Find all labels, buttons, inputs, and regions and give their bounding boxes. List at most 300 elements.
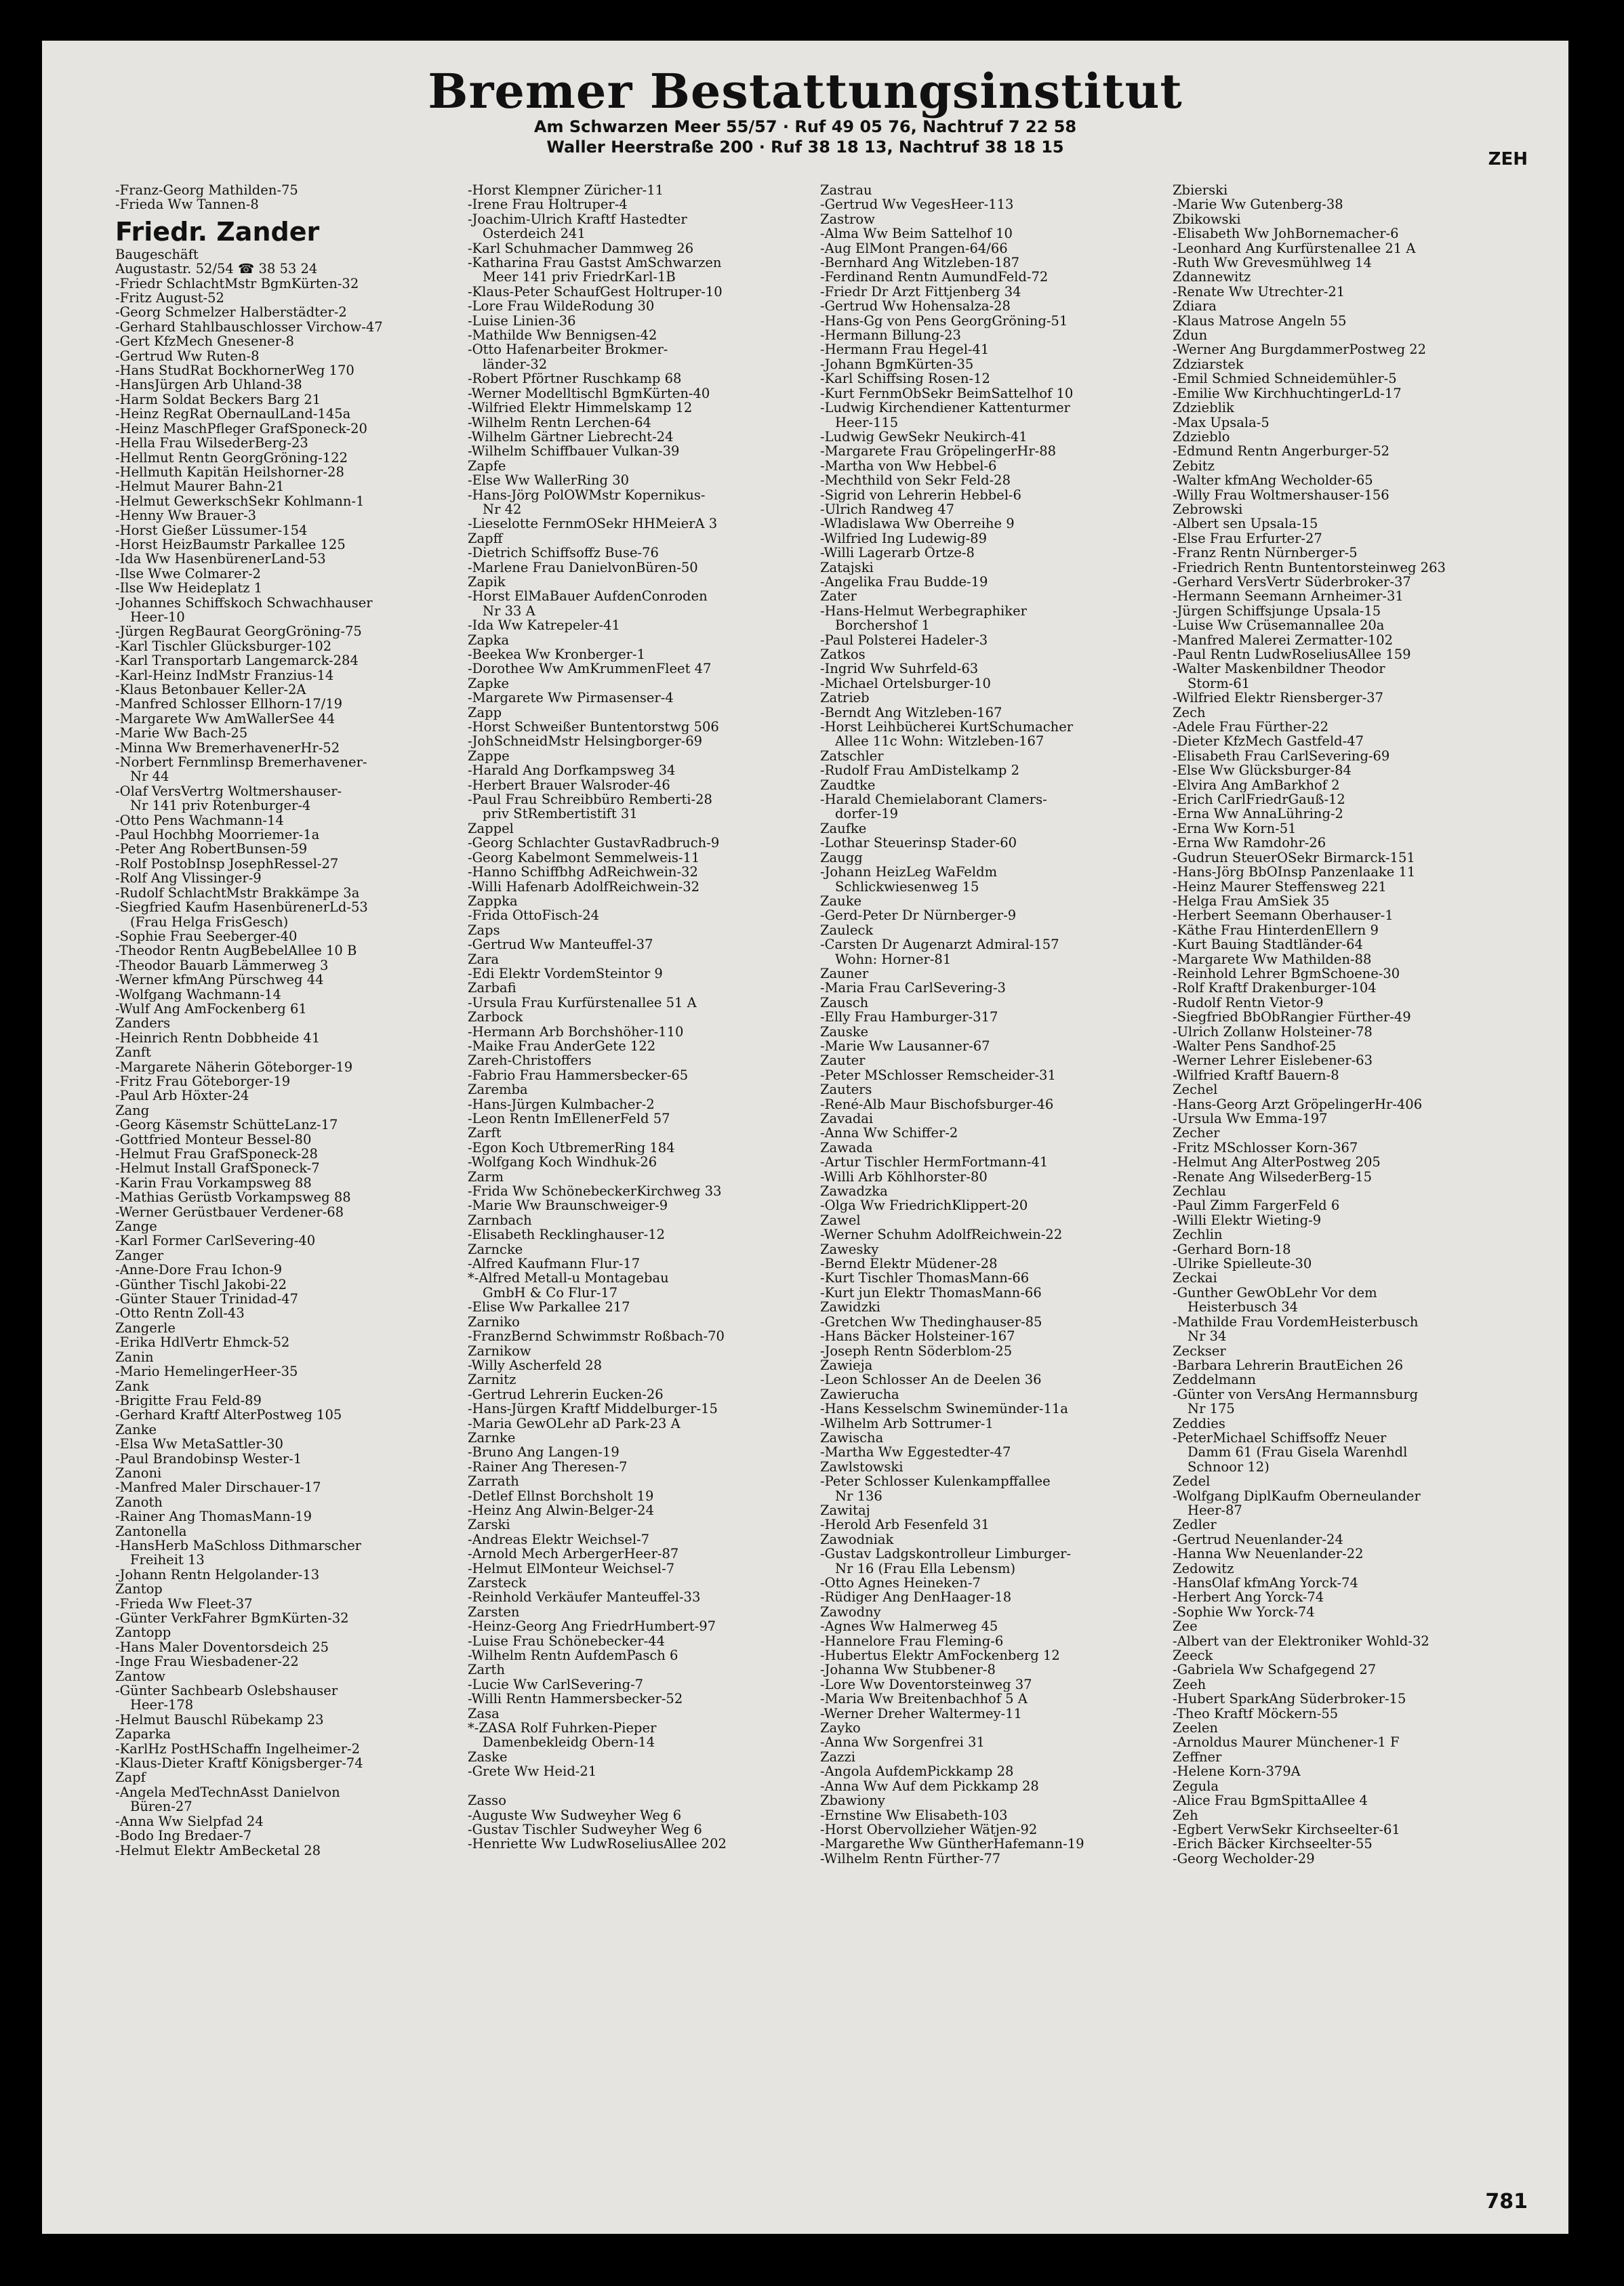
directory-entry: Schlickwiesenweg 15 — [835, 879, 979, 894]
directory-entry: -René-Alb Maur Bischofsburger-46 — [820, 1097, 1054, 1111]
directory-page — [42, 41, 1568, 2234]
directory-entry: Zedler — [1173, 1517, 1217, 1532]
directory-entry: -Lore Frau WildeRodung 30 — [468, 299, 655, 314]
directory-entry: -Elisabeth Recklinghauser-12 — [468, 1227, 666, 1242]
directory-entry: -Brigitte Frau Feld-89 — [115, 1393, 262, 1408]
directory-entry: -Karl Schiffsing Rosen-12 — [820, 371, 990, 386]
directory-entry: Zanger — [115, 1248, 164, 1263]
directory-entry: Zdun — [1173, 328, 1208, 343]
directory-entry: -Marie Ww Gutenberg-38 — [1173, 197, 1343, 212]
directory-column-2 — [468, 183, 773, 1852]
directory-entry: -JohSchneidMstr Helsingborger-69 — [468, 734, 703, 749]
directory-entry: -Hans-Helmut Werbegraphiker — [820, 603, 1027, 619]
directory-entry: -Gerhard Stahlbauschlosser Virchow-47 — [115, 319, 383, 335]
directory-entry: -Wolfgang DiplKaufm Oberneulander — [1173, 1488, 1421, 1503]
directory-entry: -Irene Frau Holtruper-4 — [468, 197, 628, 212]
directory-entry: Zawodny — [820, 1604, 881, 1620]
directory-entry: -Heinz-Georg Ang FriedrHumbert-97 — [468, 1619, 716, 1634]
directory-entry: -Marie Ww Bach-25 — [115, 726, 248, 741]
directory-entry: -Marie Ww Braunschweiger-9 — [468, 1198, 668, 1213]
directory-entry: -Artur Tischler HermFortmann-41 — [820, 1155, 1049, 1170]
directory-entry: -Maria GewOLehr aD Park-23 A — [468, 1416, 681, 1431]
directory-entry: -Willi Arb Köhlhorster-80 — [820, 1169, 988, 1185]
directory-entry: -Hermann Frau Hegel-41 — [820, 342, 990, 357]
directory-entry: Storm-61 — [1187, 676, 1251, 691]
directory-entry: Zauter — [820, 1053, 866, 1068]
directory-entry: Wohn: Horner-81 — [835, 952, 952, 966]
directory-entry: -Fabrio Frau Hammersbecker-65 — [468, 1067, 689, 1083]
directory-entry: -Rolf Ang Vlissinger-9 — [115, 871, 262, 886]
directory-entry: Zater — [820, 589, 857, 604]
directory-entry: Zawidzki — [820, 1300, 880, 1315]
directory-entry: Zasso — [468, 1793, 506, 1808]
directory-entry: Zatschler — [820, 748, 884, 764]
directory-entry: Zanin — [115, 1349, 154, 1365]
directory-entry: Damm 61 (Frau Gisela Warenhdl — [1187, 1445, 1408, 1460]
directory-entry: -Erna Ww Korn-51 — [1173, 821, 1297, 836]
directory-entry: Nr 16 (Frau Ella Lebensm) — [835, 1561, 1016, 1576]
directory-entry: Zanft — [115, 1045, 151, 1060]
directory-entry: -Emil Schmied Schneidemühler-5 — [1173, 371, 1397, 386]
directory-entry: Zaugg — [820, 850, 863, 865]
directory-entry: -Herbert Brauer Walsroder-46 — [468, 777, 670, 793]
directory-entry: Zawischa — [820, 1430, 884, 1446]
directory-entry: Zatajski — [820, 560, 874, 575]
directory-entry: Allee 11c Wohn: Witzleben-167 — [835, 734, 1044, 749]
directory-entry: -Gerd-Peter Dr Nürnberger-9 — [820, 908, 1017, 923]
directory-entry: -Andreas Elektr Weichsel-7 — [468, 1532, 650, 1547]
directory-entry: -Hans-Georg Arzt GröpelingerHr-406 — [1173, 1097, 1423, 1111]
directory-entry: -Gudrun SteuerOSekr Birmarck-151 — [1173, 850, 1415, 865]
directory-entry: -Fritz Frau Göteborger-19 — [115, 1074, 291, 1089]
directory-entry: -Karin Frau Vorkampsweg 88 — [115, 1175, 312, 1191]
directory-entry: Zausch — [820, 995, 869, 1011]
directory-entry: -Wilhelm Rentn AufdemPasch 6 — [468, 1648, 678, 1663]
directory-entry: -Olga Ww FriedrichKlippert-20 — [820, 1198, 1028, 1213]
directory-entry: Zeckai — [1173, 1271, 1217, 1286]
directory-entry: -Reinhold Lehrer BgmSchoene-30 — [1173, 966, 1400, 981]
directory-column-1 — [115, 183, 420, 1858]
directory-entry: Zawadzka — [820, 1184, 888, 1199]
directory-entry: -Else Ww WallerRing 30 — [468, 473, 630, 488]
directory-entry: -Wilfried Kraftf Bauern-8 — [1173, 1067, 1339, 1083]
directory-entry: -Lucie Ww CarlSevering-7 — [468, 1677, 644, 1692]
directory-entry: Zawada — [820, 1140, 873, 1156]
directory-entry: -Agnes Ww Halmerweg 45 — [820, 1619, 998, 1634]
directory-entry: Nr 44 — [130, 769, 169, 784]
directory-entry: -Lothar Steuerinsp Stader-60 — [820, 836, 1017, 851]
directory-entry: -Otto Rentn Zoll-43 — [115, 1306, 245, 1321]
directory-entry: -Leonhard Ang Kurfürstenallee 21 A — [1173, 241, 1416, 256]
directory-entry: -Hermann Seemann Arnheimer-31 — [1173, 589, 1404, 604]
directory-entry: -Heinz Ang Alwin-Belger-24 — [468, 1503, 654, 1518]
directory-entry: -Joachim-Ulrich Kraftf Hastedter — [468, 211, 687, 227]
directory-entry: -Helmut GewerkschSekr Kohlmann-1 — [115, 493, 365, 509]
directory-entry: Zechlau — [1173, 1184, 1226, 1199]
directory-entry: -Manfred Maler Dirschauer-17 — [115, 1480, 321, 1495]
directory-entry: -Elise Ww Parkallee 217 — [468, 1300, 630, 1315]
directory-entry: -Kurt Tischler ThomasMann-66 — [820, 1271, 1030, 1286]
directory-entry: Borchershof 1 — [835, 618, 930, 633]
directory-entry: -Ursula Ww Emma-197 — [1173, 1111, 1328, 1126]
directory-entry: -Bodo Ing Bredaer-7 — [115, 1829, 252, 1843]
directory-entry: Zarnke — [468, 1430, 516, 1446]
header-address-line-1: Am Schwarzen Meer 55/57 · Ruf 49 05 76, Nachtruf 7 22 58 — [533, 117, 1077, 136]
directory-entry: GmbH & Co Flur-17 — [483, 1285, 618, 1301]
directory-entry: -Michael Ortelsburger-10 — [820, 676, 991, 691]
directory-entry: -Margarete Ww Pirmasenser-4 — [468, 691, 674, 706]
directory-entry: -Peter MSchlosser Remscheider-31 — [820, 1067, 1056, 1083]
directory-entry: Zechel — [1173, 1082, 1218, 1097]
directory-entry: Zastrow — [820, 211, 875, 227]
directory-entry: Friedr. Zander — [115, 216, 320, 247]
directory-entry: Zebitz — [1173, 458, 1215, 474]
directory-entry: Zarbock — [468, 1010, 523, 1025]
directory-entry: -Leon Rentn ImEllenerFeld 57 — [468, 1111, 670, 1126]
directory-entry: -Hans Kesselschm Swinemünder-11a — [820, 1402, 1068, 1416]
directory-entry: -Georg Kabelmont Semmelweis-11 — [468, 850, 700, 865]
directory-entry: -Horst Klempner Züricher-11 — [468, 183, 664, 198]
directory-entry: Zanke — [115, 1422, 157, 1437]
directory-entry: -Marlene Frau DanielvonBüren-50 — [468, 560, 698, 575]
directory-entry: -Harm Soldat Beckers Barg 21 — [115, 392, 321, 407]
directory-entry: Schnoor 12) — [1187, 1459, 1270, 1475]
directory-entry: Zapf — [115, 1770, 146, 1785]
directory-entry: -Günter von VersAng Hermannsburg — [1173, 1387, 1419, 1402]
directory-entry: -Klaus Betonbauer Keller-2A — [115, 682, 306, 697]
directory-entry: -Heinz Maurer Steffensweg 221 — [1173, 879, 1387, 894]
directory-entry: -Ilse Wwe Colmarer-2 — [115, 566, 261, 581]
directory-entry: -Willi Hafenarb AdolfReichwein-32 — [468, 879, 700, 894]
directory-entry: Zazzi — [820, 1749, 855, 1765]
directory-entry: -Siegfried BbObRangier Fürther-49 — [1173, 1010, 1411, 1025]
directory-entry: -Otto Hafenarbeiter Brokmer- — [468, 342, 668, 357]
directory-entry: Zbierski — [1173, 183, 1228, 198]
directory-entry: -Willy Frau Woltmershauser-156 — [1173, 487, 1389, 502]
directory-entry: -Wilfried Elektr Riensberger-37 — [1173, 691, 1383, 706]
directory-entry: -Auguste Ww Sudweyher Weg 6 — [468, 1808, 682, 1822]
directory-entry: -HansJürgen Arb Uhland-38 — [115, 377, 302, 392]
directory-entry: -Gert KfzMech Gnesener-8 — [115, 334, 294, 349]
directory-entry: -Walter Pens Sandhof-25 — [1173, 1038, 1337, 1054]
directory-entry: -Hans-Jürgen Kulmbacher-2 — [468, 1097, 655, 1111]
directory-entry: Zeckser — [1173, 1343, 1226, 1358]
directory-entry: -Rolf PostobInsp JosephRessel-27 — [115, 856, 339, 872]
directory-entry: Baugeschäft — [115, 247, 199, 262]
directory-entry: -Maike Frau AnderGete 122 — [468, 1038, 656, 1054]
directory-entry: -Ida Ww HasenbürenerLand-53 — [115, 552, 326, 567]
directory-entry: -Walter kfmAng Wecholder-65 — [1173, 473, 1373, 488]
directory-entry: -Willi Rentn Hammersbecker-52 — [468, 1692, 683, 1707]
directory-entry: Nr 33 A — [483, 603, 535, 619]
directory-entry: -Erna Ww AnnaLühring-2 — [1173, 807, 1343, 821]
directory-entry: -Inge Frau Wiesbadener-22 — [115, 1654, 299, 1669]
directory-entry: Zecher — [1173, 1126, 1220, 1141]
directory-entry: -Lieselotte FernmOSekr HHMeierA 3 — [468, 516, 718, 531]
directory-entry: -Fritz August-52 — [115, 291, 224, 306]
directory-entry: -Anna Ww Sorgenfrei 31 — [820, 1735, 985, 1750]
directory-entry: -Mathias Gerüstb Vorkampsweg 88 — [115, 1190, 351, 1205]
directory-entry: -Carsten Dr Augenarzt Admiral-157 — [820, 937, 1059, 952]
directory-entry: -Herbert Ang Yorck-74 — [1173, 1590, 1324, 1605]
directory-entry: -Hermann Arb Borchshöher-110 — [468, 1024, 684, 1039]
directory-entry: -Hans StudRat BockhornerWeg 170 — [115, 363, 354, 378]
directory-entry: -Barbara Lehrerin BrautEichen 26 — [1173, 1358, 1404, 1373]
directory-entry: -Bernhard Ang Witzleben-187 — [820, 256, 1020, 270]
directory-entry: -Kurt Bauing Stadtländer-64 — [1173, 937, 1363, 952]
directory-entry: Zapp — [468, 705, 502, 720]
directory-entry: Zapik — [468, 574, 506, 590]
directory-entry: -Wolfgang Wachmann-14 — [115, 987, 281, 1002]
page-number: 781 — [1485, 2190, 1528, 2213]
directory-entry: Nr 175 — [1187, 1402, 1235, 1416]
directory-column-3 — [820, 183, 1125, 1866]
directory-entry: -Edmund Rentn Angerburger-52 — [1173, 444, 1390, 459]
directory-entry: -Horst Gießer Lüssumer-154 — [115, 523, 308, 537]
directory-entry: Zatkos — [820, 647, 866, 662]
directory-entry: Zdiara — [1173, 299, 1217, 314]
directory-entry: Zarm — [468, 1169, 504, 1185]
directory-entry: -Günter Stauer Trinidad-47 — [115, 1292, 298, 1307]
directory-entry: -Otto Pens Wachmann-14 — [115, 813, 284, 828]
directory-entry: Zapff — [468, 531, 503, 546]
directory-entry: -Paul Rentn LudwRoseliusAllee 159 — [1173, 647, 1411, 662]
directory-entry: -Franz Rentn Nürnberger-5 — [1173, 546, 1358, 560]
directory-entry: -Maria Ww Breitenbachhof 5 A — [820, 1692, 1028, 1707]
directory-entry: -Robert Pförtner Ruschkamp 68 — [468, 371, 682, 386]
directory-entry: -Helmut Frau GrafSponeck-28 — [115, 1147, 318, 1162]
directory-entry: Zantow — [115, 1669, 166, 1684]
directory-entry: -Aug ElMont Prangen-64/66 — [820, 241, 1008, 256]
directory-entry: -Käthe Frau HinterdenEllern 9 — [1173, 922, 1379, 938]
directory-entry: -Mathilde Frau VordemHeisterbusch — [1173, 1314, 1419, 1330]
directory-entry: Zarnikow — [468, 1343, 531, 1358]
directory-entry: Zaparka — [115, 1727, 171, 1742]
directory-entry: -Wilhelm Gärtner Liebrecht-24 — [468, 429, 674, 445]
directory-entry: -Georg Schmelzer Halberstädter-2 — [115, 305, 347, 320]
directory-entry: -Rainer Ang ThomasMann-19 — [115, 1509, 312, 1524]
directory-entry: -Herold Arb Fesenfeld 31 — [820, 1517, 990, 1532]
directory-entry: -Johann HeizLeg WaFeldm — [820, 865, 998, 880]
directory-entry: Zaufke — [820, 821, 867, 836]
directory-entry: -Angela MedTechnAsst Danielvon — [115, 1784, 340, 1800]
directory-entry: Zarft — [468, 1126, 502, 1141]
directory-entry: Zavadai — [820, 1111, 874, 1126]
directory-entry: -Theo Kraftf Möckern-55 — [1173, 1706, 1339, 1721]
directory-entry: -Bruno Ang Langen-19 — [468, 1445, 620, 1460]
directory-entry: Zauske — [820, 1024, 869, 1039]
directory-entry: -Olaf VersVertrg Woltmershauser- — [115, 783, 342, 799]
directory-entry: -Helene Korn-379A — [1173, 1764, 1301, 1779]
directory-entry: Zdzieblik — [1173, 401, 1234, 415]
directory-entry: -Werner Ang BurgdammerPostweg 22 — [1173, 342, 1427, 357]
directory-entry: -Rolf Kraftf Drakenburger-104 — [1173, 981, 1377, 996]
directory-entry: Zarsteck — [468, 1576, 527, 1591]
directory-entry: -Hannelore Frau Fleming-6 — [820, 1633, 1004, 1649]
directory-entry: -Helmut Install GrafSponeck-7 — [115, 1161, 320, 1176]
directory-entry: -Klaus-Dieter Kraftf Königsberger-74 — [115, 1756, 363, 1771]
directory-entry: Zanoth — [115, 1494, 163, 1510]
directory-entry: -Bernd Elektr Müdener-28 — [820, 1257, 998, 1271]
directory-entry: -Karl Transportarb Langemarck-284 — [115, 653, 359, 668]
directory-entry: -Gertrud Ww Manteuffel-37 — [468, 937, 653, 952]
directory-entry: -Luise Frau Schönebecker-44 — [468, 1633, 666, 1649]
directory-entry: -Wolfgang Koch Windhuk-26 — [468, 1155, 657, 1170]
directory-entry: Zeeck — [1173, 1648, 1213, 1663]
directory-entry: -Peter Schlosser Kulenkampffallee — [820, 1474, 1051, 1489]
directory-entry: -Ulrich Randweg 47 — [820, 502, 955, 517]
directory-entry: -Frida OttoFisch-24 — [468, 908, 600, 923]
directory-entry: -Arnoldus Maurer Münchener-1 F — [1173, 1735, 1400, 1750]
directory-entry: -Willy Ascherfeld 28 — [468, 1358, 603, 1373]
directory-entry: -Rudolf SchlachtMstr Brakkämpe 3a — [115, 885, 360, 901]
directory-entry: Zantop — [115, 1582, 163, 1597]
directory-entry: -Ernstine Ww Elisabeth-103 — [820, 1808, 1008, 1822]
directory-entry: -Elly Frau Hamburger-317 — [820, 1010, 998, 1025]
directory-entry: -Helga Frau AmSiek 35 — [1173, 893, 1330, 909]
directory-entry: -Willi Lagerarb Örtze-8 — [820, 546, 975, 560]
directory-entry: -Anna Ww Schiffer-2 — [820, 1126, 958, 1141]
directory-entry: -Hanno Schiffbhg AdReichwein-32 — [468, 865, 698, 880]
directory-entry: -Elvira Ang AmBarkhof 2 — [1173, 777, 1340, 793]
directory-entry: -Horst Leihbücherei KurtSchumacher — [820, 720, 1074, 735]
directory-entry: Zapfe — [468, 458, 506, 474]
directory-entry: -Wilfried Ing Ludewig-89 — [820, 531, 987, 546]
directory-entry: Zappka — [468, 893, 518, 909]
directory-entry: -Theodor Bauarb Lämmerweg 3 — [115, 958, 329, 973]
directory-entry: -Georg Käsemstr SchütteLanz-17 — [115, 1118, 338, 1132]
directory-entry: -HansOlaf kfmAng Yorck-74 — [1173, 1576, 1358, 1591]
directory-entry: Zauner — [820, 966, 869, 981]
directory-entry: -Rainer Ang Theresen-7 — [468, 1459, 628, 1475]
directory-entry: Zauters — [820, 1082, 872, 1097]
directory-entry: -Wilhelm Rentn Lerchen-64 — [468, 415, 651, 430]
directory-entry: -Hellmut Rentn GeorgGröning-122 — [115, 450, 348, 465]
directory-entry: -Katharina Frau Gastst AmSchwarzen — [468, 256, 722, 270]
directory-entry: -Gertrud Ww VegesHeer-113 — [820, 197, 1014, 212]
directory-entry: -Ilse Ww Heideplatz 1 — [115, 581, 263, 596]
directory-entry: -Martha Ww Eggestedter-47 — [820, 1445, 1011, 1460]
directory-entry: -Kurt FernmObSekr BeimSattelhof 10 — [820, 386, 1074, 401]
directory-entry: *-Alfred Metall-u Montagebau — [468, 1271, 669, 1286]
directory-entry: Zarbafi — [468, 981, 516, 996]
directory-entry: -Margarete Ww Mathilden-88 — [1173, 952, 1372, 966]
directory-entry: Zawesky — [820, 1242, 879, 1257]
directory-entry: -Klaus-Peter SchaufGest Holtruper-10 — [468, 284, 723, 300]
directory-entry: -Helmut Bauschl Rübekamp 23 — [115, 1712, 324, 1728]
directory-entry: -Gunther GewObLehr Vor dem — [1173, 1285, 1377, 1301]
directory-entry: -Heinz MaschPfleger GrafSponeck-20 — [115, 421, 367, 436]
directory-entry: Zauke — [820, 893, 862, 909]
directory-entry: -Johann BgmKürten-35 — [820, 356, 974, 372]
directory-entry: -Wilhelm Schiffbauer Vulkan-39 — [468, 444, 680, 459]
directory-entry: -Franz-Georg Mathilden-75 — [115, 183, 298, 198]
directory-entry: -Helmut Ang AlterPostweg 205 — [1173, 1155, 1381, 1170]
directory-entry: -Werner kfmAng Pürschweg 44 — [115, 973, 324, 987]
directory-entry: Zaudtke — [820, 777, 876, 793]
directory-entry: priv StRembertistift 31 — [483, 807, 638, 821]
directory-entry: -Rudolf Rentn Vietor-9 — [1173, 995, 1324, 1011]
directory-entry: Zantonella — [115, 1524, 187, 1538]
directory-entry: -Hans-Jürgen Kraftf Middelburger-15 — [468, 1402, 718, 1416]
directory-entry: -Hans-Jörg BbOInsp Panzenlaake 11 — [1173, 865, 1416, 880]
directory-entry: -Karl Schuhmacher Dammweg 26 — [468, 241, 694, 256]
directory-entry: -Angelika Frau Budde-19 — [820, 574, 988, 590]
directory-entry: -Henriette Ww LudwRoseliusAllee 202 — [468, 1837, 727, 1852]
directory-entry: Zange — [115, 1219, 157, 1234]
directory-entry: Büren-27 — [130, 1799, 192, 1814]
directory-entry: Zegula — [1173, 1778, 1219, 1794]
directory-entry: -Fritz MSchlosser Korn-367 — [1173, 1140, 1358, 1156]
directory-entry: Zawel — [820, 1212, 861, 1228]
directory-entry: Zaske — [468, 1749, 508, 1765]
directory-entry: -Jürgen RegBaurat GeorgGröning-75 — [115, 624, 362, 639]
directory-entry: -Sophie Ww Yorck-74 — [1173, 1604, 1315, 1620]
directory-entry: -Leon Schlosser An de Deelen 36 — [820, 1372, 1042, 1387]
directory-entry: -Norbert Fernmlinsp Bremerhavener- — [115, 755, 367, 770]
directory-entry: -Gretchen Ww Thedinghauser-85 — [820, 1314, 1042, 1330]
directory-entry: Heer-178 — [130, 1698, 194, 1713]
directory-entry: -Günter Sachbearb Oslebshauser — [115, 1683, 338, 1698]
directory-entry: -Margarethe Ww GüntherHafemann-19 — [820, 1837, 1084, 1852]
directory-entry: -Margarete Näherin Göteborger-19 — [115, 1059, 353, 1074]
directory-entry: -Alma Ww Beim Sattelhof 10 — [820, 226, 1013, 241]
directory-entry: Zantopp — [115, 1625, 171, 1640]
directory-entry: Zaremba — [468, 1082, 528, 1097]
directory-entry: -Theodor Rentn AugBebelAllee 10 B — [115, 943, 357, 958]
directory-entry: Zedel — [1173, 1474, 1211, 1489]
directory-entry: -Peter Ang RobertBunsen-59 — [115, 842, 308, 857]
directory-entry: Zarncke — [468, 1242, 523, 1257]
directory-entry: Zarniko — [468, 1314, 520, 1330]
directory-entry: -Johannes Schiffskoch Schwachhauser — [115, 595, 373, 610]
directory-entry: -Grete Ww Heid-21 — [468, 1764, 597, 1779]
directory-entry: -Johann Rentn Helgolander-13 — [115, 1567, 320, 1583]
directory-entry: -Ulrike Spielleute-30 — [1173, 1257, 1312, 1271]
directory-entry: -Wilfried Elektr Himmelskamp 12 — [468, 401, 693, 415]
directory-entry: -Heinrich Rentn Dobbheide 41 — [115, 1030, 321, 1046]
directory-entry: -Albert van der Elektroniker Wohld-32 — [1173, 1633, 1429, 1649]
directory-entry: -Gerhard Kraftf AlterPostweg 105 — [115, 1408, 342, 1423]
directory-entry: Nr 34 — [1187, 1329, 1227, 1344]
directory-entry: -Reinhold Verkäufer Manteuffel-33 — [468, 1590, 701, 1605]
directory-entry: -Gabriela Ww Schafgegend 27 — [1173, 1662, 1377, 1677]
directory-entry: -Max Upsala-5 — [1173, 415, 1270, 430]
directory-entry: -Paul Polsterei Hadeler-3 — [820, 632, 988, 647]
directory-entry: -Luise Ww Crüsemannallee 20a — [1173, 618, 1385, 633]
directory-entry: Augustastr. 52/54 ☎ 38 53 24 — [115, 262, 318, 277]
directory-entry: -Ulrich Zollanw Holsteiner-78 — [1173, 1024, 1373, 1039]
directory-entry: -Alice Frau BgmSpittaAllee 4 — [1173, 1793, 1368, 1808]
directory-entry: Osterdeich 241 — [483, 226, 586, 241]
directory-entry: Zappel — [468, 821, 514, 836]
directory-entry: -Dorothee Ww AmKrummenFleet 47 — [468, 661, 712, 676]
directory-entry: Zapke — [468, 676, 510, 691]
directory-entry: -Albert sen Upsala-15 — [1173, 516, 1318, 531]
directory-entry: -Joseph Rentn Söderblom-25 — [820, 1343, 1013, 1358]
directory-entry: Zayko — [820, 1721, 861, 1736]
directory-entry: -Paul Zimm FargerFeld 6 — [1173, 1198, 1340, 1213]
directory-entry: -Herbert Seemann Oberhauser-1 — [1173, 908, 1394, 923]
directory-entry: -Horst Obervollzieher Wätjen-92 — [820, 1822, 1038, 1837]
directory-entry: Zech — [1173, 705, 1206, 720]
directory-entry: Zdzieblo — [1173, 429, 1230, 445]
directory-entry: Zareh-Christoffers — [468, 1053, 592, 1068]
directory-entry: -Horst Schweißer Buntentorstwg 506 — [468, 720, 719, 735]
directory-entry: Zara — [468, 952, 500, 966]
directory-entry: -Friedrich Rentn Buntentorsteinweg 263 — [1173, 560, 1446, 575]
directory-entry: -Ursula Frau Kurfürstenallee 51 A — [468, 995, 697, 1011]
